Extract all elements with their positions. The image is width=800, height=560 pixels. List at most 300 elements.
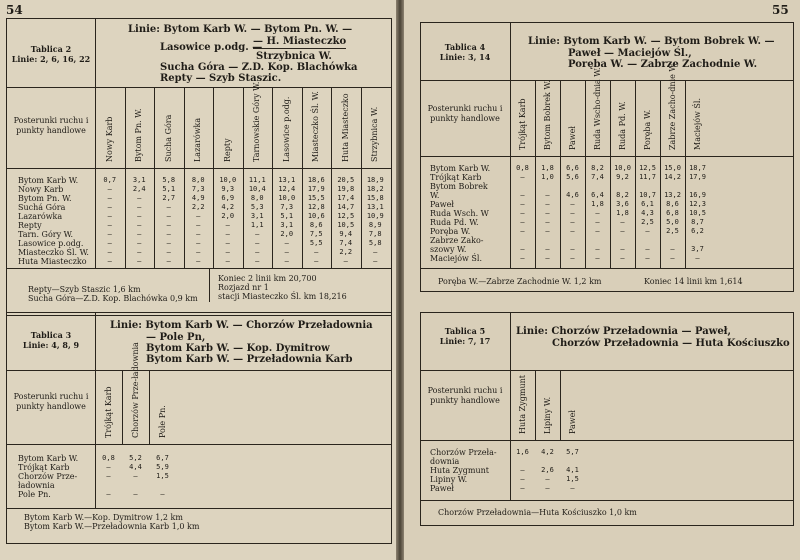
- t4-cell: 8,6: [666, 200, 679, 208]
- table-4-footer-right: Koniec 14 linii km 1,614: [644, 277, 743, 286]
- t4-row-label: Bytom Bobrek: [430, 182, 488, 191]
- t2-cell: —: [137, 248, 142, 256]
- t4-column-header: Bytom Bobrek W.: [542, 80, 552, 150]
- t3-row-label: Bytom Karb W.: [18, 454, 79, 463]
- divider: [95, 370, 96, 508]
- divider: [420, 268, 794, 269]
- t3-cell: 4,4: [129, 463, 142, 471]
- t2-cell: 17,4: [337, 194, 355, 202]
- t4-cell: —: [670, 245, 675, 253]
- column-divider: [610, 80, 611, 268]
- t4-cell: —: [545, 200, 550, 208]
- table-4-row-labels: [430, 164, 490, 263]
- t3-cell: —: [160, 490, 165, 498]
- t2-column-header: Bytom Pn. W.: [134, 108, 144, 162]
- t4-cell: —: [645, 245, 650, 253]
- t2-cell: 3,1: [250, 212, 264, 220]
- column-divider: [535, 370, 536, 440]
- t5-cell: —: [520, 466, 525, 474]
- t2-cell: —: [137, 239, 142, 247]
- t4-cell: 7,4: [591, 173, 604, 181]
- t2-cell: 7,3: [191, 185, 205, 193]
- table-5-title: Tablica 5: [444, 326, 486, 336]
- t2-row-label: Tarn. Góry W.: [18, 230, 74, 239]
- table-3-lines: Linie: 4, 8, 9: [22, 340, 80, 350]
- t4-cell: 0,8: [516, 164, 529, 172]
- t2-cell: —: [343, 257, 348, 265]
- t3-column-header: Chorzów Prze-ładownia: [130, 342, 140, 438]
- t2-cell: —: [107, 212, 112, 220]
- t4-column-header: Ruda Wscho-dnia W.: [592, 67, 602, 150]
- t4-cell: —: [620, 254, 625, 262]
- divider: [6, 444, 392, 445]
- t4-cell: 11,7: [639, 173, 656, 181]
- t4-cell: —: [620, 218, 625, 226]
- t2-cell: 5,1: [280, 212, 294, 220]
- table-3-footer-2: Bytom Karb W.—Przeładownia Karb 1,0 km: [24, 522, 200, 531]
- table-4-label: [422, 42, 508, 62]
- t2-row-label: Miasteczko Śl. W.: [18, 248, 89, 257]
- table-5-title-line-1: Linie: Chorzów Przeładownia — Paweł,: [516, 326, 732, 337]
- t2-column-header: Repty: [222, 138, 232, 162]
- t4-cell: —: [570, 218, 575, 226]
- t4-cell: 10,0: [614, 164, 631, 172]
- t2-cell: 8,0: [250, 194, 264, 202]
- t2-cell: 3,1: [132, 176, 146, 184]
- table-5-title-line-2: Chorzów Przeładownia — Huta Kościuszko: [552, 338, 790, 349]
- divider: [6, 168, 392, 169]
- t2-cell: —: [225, 230, 230, 238]
- t2-cell: 2,7: [162, 194, 176, 202]
- t2-row-label: Bytom Pn. W.: [18, 194, 72, 203]
- t2-cell: —: [107, 203, 112, 211]
- t2-cell: —: [107, 239, 112, 247]
- t2-cell: —: [196, 221, 201, 229]
- t4-cell: —: [545, 245, 550, 253]
- t4-row-label: Zabrze Zako-: [430, 236, 484, 245]
- t2-cell: 10,5: [337, 221, 355, 229]
- t4-cell: —: [570, 200, 575, 208]
- t5-row-label: Paweł: [430, 484, 454, 493]
- t2-cell: —: [166, 239, 171, 247]
- t2-cell: 20,5: [337, 176, 355, 184]
- t2-row-label: Lazarówka: [18, 212, 63, 221]
- t2-column-header: Miasteczko Śl. W.: [311, 91, 321, 162]
- t4-cell: —: [545, 191, 550, 199]
- table-2-title-line-2: — H. Miasteczko: [253, 36, 347, 47]
- t2-cell: —: [314, 248, 319, 256]
- t4-cell: —: [620, 227, 625, 235]
- t2-cell: 13,1: [278, 176, 296, 184]
- table-2-label: [8, 44, 94, 64]
- t2-row-label: Nowy Karb: [18, 185, 64, 194]
- table-5-row-labels: [430, 448, 497, 493]
- t2-cell: —: [166, 203, 171, 211]
- t2-cell: 17,9: [307, 185, 325, 193]
- t5-cell: —: [520, 484, 525, 492]
- t4-cell: 5,0: [666, 218, 679, 226]
- t3-row-label: Trójkąt Karb: [18, 463, 70, 472]
- t4-cell: —: [595, 254, 600, 262]
- t2-cell: —: [166, 230, 171, 238]
- t4-cell: —: [545, 227, 550, 235]
- t5-cell: 2,6: [541, 466, 554, 474]
- t2-cell: 7,8: [368, 230, 382, 238]
- t2-cell: —: [137, 203, 142, 211]
- t4-column-header: Maciejów Śl.: [692, 97, 702, 150]
- t2-cell: 7,5: [309, 230, 323, 238]
- t5-row-label: Huta Zygmunt: [430, 466, 489, 475]
- t4-cell: —: [520, 173, 525, 181]
- t4-cell: —: [520, 218, 525, 226]
- t2-cell: 9,4: [339, 230, 353, 238]
- t4-cell: —: [570, 227, 575, 235]
- divider: [420, 80, 794, 81]
- t2-column-header: Lazarówka: [193, 117, 203, 162]
- t2-cell: 14,7: [337, 203, 355, 211]
- t2-cell: 4,2: [221, 203, 235, 211]
- t3-cell: 5,9: [156, 463, 169, 471]
- table-2-posts-header: Posterunki ruchu i punkty handlowe: [13, 116, 89, 135]
- t2-cell: 2,2: [191, 203, 205, 211]
- t3-cell: 6,7: [156, 454, 169, 462]
- t2-cell: 2,0: [221, 212, 235, 220]
- t2-cell: 5,8: [368, 239, 382, 247]
- t2-cell: —: [196, 239, 201, 247]
- t5-row-label: downia: [430, 457, 460, 466]
- t2-cell: 4,9: [191, 194, 205, 202]
- t4-cell: 18,7: [689, 164, 706, 172]
- t4-cell: —: [570, 254, 575, 262]
- t2-cell: 18,9: [366, 176, 384, 184]
- t2-cell: —: [255, 257, 260, 265]
- table-3-title-line-3: Bytom Karb W. — Kop. Dymitrow: [146, 343, 330, 354]
- table-2-title-line-3: Lasowice p.odg. —: [160, 42, 263, 53]
- t4-cell: —: [545, 209, 550, 217]
- column-divider: [243, 87, 244, 268]
- t4-cell: —: [595, 209, 600, 217]
- t4-cell: 6,4: [591, 191, 604, 199]
- t2-row-label: Huta Miasteczko: [18, 257, 87, 266]
- t4-cell: 10,5: [689, 209, 706, 217]
- divider: [420, 156, 794, 157]
- t2-cell: —: [196, 248, 201, 256]
- t2-cell: 2,0: [280, 230, 294, 238]
- t4-cell: 4,6: [566, 191, 579, 199]
- column-divider: [302, 87, 303, 268]
- t2-cell: —: [107, 230, 112, 238]
- t2-cell: —: [196, 212, 201, 220]
- divider: [420, 370, 794, 371]
- t4-cell: 10,7: [639, 191, 656, 199]
- t2-cell: —: [255, 239, 260, 247]
- t4-cell: 5,6: [566, 173, 579, 181]
- t4-column-header: Zabrze Zacho-dnie W.: [667, 62, 677, 150]
- t3-cell: —: [106, 490, 111, 498]
- t4-column-header: Ruda Pd. W.: [617, 101, 627, 150]
- t4-cell: 8,2: [591, 164, 604, 172]
- table-2-footer-left-1: Repty—Szyb Staszic 1,6 km: [28, 285, 141, 294]
- column-divider: [213, 87, 214, 268]
- divider: [6, 508, 392, 509]
- t5-column-header: Huta Zygmunt: [517, 375, 527, 434]
- t3-column-header: Pole Pn.: [157, 405, 167, 438]
- t5-column-header: Lipiny W.: [542, 396, 552, 434]
- t3-cell: 5,2: [129, 454, 142, 462]
- t4-row-label: Paweł: [430, 200, 454, 209]
- t2-cell: 8,9: [368, 221, 382, 229]
- column-divider: [331, 87, 332, 268]
- t2-row-label: Repty: [18, 221, 42, 230]
- table-2-footer-right-3: stacji Miasteczko Śl. km 18,216: [218, 292, 347, 301]
- table-2-title-line-6: Repty — Szyb Staszic.: [160, 73, 282, 84]
- column-divider: [535, 80, 536, 268]
- t3-row-label: ładownia: [18, 481, 55, 490]
- t4-row-label: Poręba W.: [430, 227, 471, 236]
- t2-cell: —: [225, 221, 230, 229]
- t2-cell: 5,8: [162, 176, 176, 184]
- t2-column-header: Nowy Karb: [104, 116, 114, 162]
- t2-cell: 15,5: [307, 194, 325, 202]
- t2-row-label: Suchá Góra: [18, 203, 66, 212]
- t2-cell: 12,8: [307, 203, 325, 211]
- t2-cell: —: [107, 194, 112, 202]
- table-2-footer-right-2: Rozjazd nr 1: [218, 283, 269, 292]
- t4-cell: —: [595, 218, 600, 226]
- t2-cell: —: [225, 248, 230, 256]
- t2-cell: —: [284, 239, 289, 247]
- t5-cell: 4,1: [566, 466, 579, 474]
- t4-cell: 1,8: [591, 200, 604, 208]
- t3-cell: —: [106, 472, 111, 480]
- table-3-row-labels: [18, 454, 78, 499]
- t2-row-label: Bytom Karb W.: [18, 176, 79, 185]
- t5-row-label: Lipiny W.: [430, 475, 468, 484]
- table-3-title-line-2: — Pole Pn,: [146, 332, 206, 343]
- table-3-title-line-4: Bytom Karb W. — Przeładownia Karb: [146, 354, 353, 365]
- t2-cell: —: [107, 257, 112, 265]
- t2-cell: —: [137, 212, 142, 220]
- column-divider: [361, 87, 362, 268]
- t4-cell: —: [520, 191, 525, 199]
- table-4-title: Tablica 4: [444, 42, 486, 52]
- t2-cell: —: [284, 257, 289, 265]
- t4-row-label: Trójkąt Karb: [430, 173, 482, 182]
- t2-cell: —: [137, 221, 142, 229]
- t3-cell: —: [106, 463, 111, 471]
- t2-cell: —: [373, 257, 378, 265]
- t4-column-header: Paweł: [567, 126, 577, 150]
- t2-cell: 2,4: [132, 185, 146, 193]
- t4-cell: 9,2: [616, 173, 629, 181]
- table-5-footer: Chorzów Przeładownia—Huta Kościuszko 1,0 km: [438, 508, 637, 517]
- t4-row-label: szowy W.: [430, 245, 467, 254]
- t2-cell: —: [166, 257, 171, 265]
- t3-cell: 0,8: [102, 454, 115, 462]
- t2-cell: 8,6: [309, 221, 323, 229]
- t4-cell: 13,2: [664, 191, 681, 199]
- t5-column-header: Paweł: [567, 410, 577, 434]
- t2-cell: 5,3: [250, 203, 264, 211]
- book-gutter: [396, 0, 404, 560]
- page-number-right: 55: [772, 3, 789, 17]
- t2-cell: —: [373, 248, 378, 256]
- table-4-lines: Linie: 3, 14: [439, 52, 491, 62]
- divider: [510, 312, 511, 370]
- t2-cell: 13,1: [366, 203, 384, 211]
- t2-cell: 15,8: [366, 194, 384, 202]
- t2-cell: 18,2: [366, 185, 384, 193]
- t4-column-header: Poręba W.: [642, 109, 652, 150]
- t2-cell: —: [107, 248, 112, 256]
- column-divider: [685, 80, 686, 268]
- table-3-posts-header: Posterunki ruchu i punkty handlowe: [13, 392, 89, 411]
- t4-cell: —: [545, 254, 550, 262]
- t4-cell: —: [570, 209, 575, 217]
- t4-cell: 1,0: [541, 173, 554, 181]
- t3-cell: 1,5: [156, 472, 169, 480]
- t4-cell: —: [670, 254, 675, 262]
- table-2-row-labels: [18, 176, 89, 266]
- t2-column-header: Strzybnica W.: [370, 106, 380, 162]
- table-2-title-line-5: Sucha Góra — Z.D. Kop. Blachówka: [160, 62, 358, 73]
- t2-cell: —: [137, 230, 142, 238]
- t2-cell: 10,0: [278, 194, 296, 202]
- t4-cell: —: [520, 227, 525, 235]
- t2-cell: 12,4: [278, 185, 296, 193]
- table-4-title-line-2: Paweł — Maciejów Śl.,: [568, 48, 692, 59]
- t4-cell: —: [695, 254, 700, 262]
- t4-cell: 6,2: [691, 227, 704, 235]
- left-page: [0, 0, 396, 560]
- t2-cell: 12,5: [337, 212, 355, 220]
- t4-cell: 1,8: [541, 164, 554, 172]
- t4-cell: —: [570, 245, 575, 253]
- column-divider: [585, 80, 586, 268]
- t5-cell: 5,7: [566, 448, 579, 456]
- table-2-title-line-1: Linie: Bytom Karb W. — Bytom Pn. W. —: [128, 24, 353, 35]
- t5-cell: 1,5: [566, 475, 579, 483]
- t4-cell: 16,9: [689, 191, 706, 199]
- t4-cell: 8,2: [616, 191, 629, 199]
- t5-cell: 1,6: [516, 448, 529, 456]
- table-4-posts-header: Posterunki ruchu i punkty handlowe: [427, 104, 503, 123]
- t2-column-header: Sucha Góra: [163, 114, 173, 162]
- t2-cell: —: [255, 230, 260, 238]
- t4-cell: 12,5: [639, 164, 656, 172]
- t2-cell: 6,9: [221, 194, 235, 202]
- t4-cell: 17,9: [689, 173, 706, 181]
- divider: [6, 268, 392, 269]
- t2-cell: 7,4: [339, 239, 353, 247]
- t4-cell: —: [595, 245, 600, 253]
- divider: [510, 22, 511, 80]
- t2-row-label: Lasowice p.odg.: [18, 239, 84, 248]
- t2-cell: 8,0: [191, 176, 205, 184]
- divider: [209, 268, 210, 302]
- table-5-posts-header: Posterunki ruchu i punkty handlowe: [427, 386, 503, 405]
- column-divider: [154, 87, 155, 268]
- t4-cell: 6,6: [566, 164, 579, 172]
- t2-cell: —: [225, 239, 230, 247]
- divider: [6, 370, 392, 371]
- t2-cell: —: [166, 248, 171, 256]
- t4-cell: —: [520, 200, 525, 208]
- t4-cell: —: [595, 227, 600, 235]
- t4-cell: 15,0: [664, 164, 681, 172]
- t2-cell: 10,0: [219, 176, 237, 184]
- t4-cell: 12,3: [689, 200, 706, 208]
- column-divider: [149, 370, 150, 444]
- t3-row-label: Chorzów Prze-: [18, 472, 78, 481]
- t2-cell: 11,1: [248, 176, 266, 184]
- divider: [420, 440, 794, 441]
- t2-cell: 2,2: [339, 248, 353, 256]
- table-2-title: Tablica 2: [30, 44, 72, 54]
- t2-cell: 9,3: [221, 185, 235, 193]
- table-3-label: [8, 330, 94, 350]
- table-4-footer-left: Poręba W.—Zabrze Zachodnie W. 1,2 km: [438, 277, 602, 286]
- t2-cell: —: [314, 257, 319, 265]
- t4-cell: 4,3: [641, 209, 654, 217]
- t4-row-label: Ruda Wsch. W: [430, 209, 489, 218]
- t4-cell: —: [520, 254, 525, 262]
- t2-cell: 19,8: [337, 185, 355, 193]
- t2-cell: 0,7: [103, 176, 117, 184]
- column-divider: [660, 80, 661, 268]
- column-divider: [122, 370, 123, 444]
- t2-cell: —: [255, 248, 260, 256]
- t4-cell: —: [520, 245, 525, 253]
- t2-cell: 5,5: [309, 239, 323, 247]
- t2-cell: —: [137, 257, 142, 265]
- column-divider: [184, 87, 185, 268]
- page-number-left: 54: [6, 3, 23, 17]
- column-divider: [125, 87, 126, 268]
- t5-cell: 4,2: [541, 448, 554, 456]
- t3-cell: —: [133, 490, 138, 498]
- table-4-title-line-3: Poręba W. — Zabrze Zachodnie W.: [568, 59, 758, 70]
- table-4-title-line-1: Linie: Bytom Karb W. — Bytom Bobrek W. —: [528, 36, 775, 47]
- t2-cell: —: [196, 230, 201, 238]
- t4-cell: 6,1: [641, 200, 654, 208]
- t4-cell: 14,2: [664, 173, 681, 181]
- table-5-lines: Linie: 7, 17: [439, 336, 491, 346]
- table-5-label: [422, 326, 508, 346]
- t2-cell: —: [137, 194, 142, 202]
- t3-column-header: Trójkąt Karb: [103, 386, 113, 438]
- t4-cell: —: [645, 254, 650, 262]
- table-3-footer-1: Bytom Karb W.—Kop. Dymitrow 1,2 km: [24, 513, 183, 522]
- t2-cell: 10,4: [248, 185, 266, 193]
- t4-cell: 1,8: [616, 209, 629, 217]
- t4-cell: 8,7: [691, 218, 704, 226]
- t4-column-header: Trójkąt Karb: [517, 98, 527, 150]
- divider: [420, 500, 794, 501]
- t4-cell: —: [545, 218, 550, 226]
- column-divider: [560, 80, 561, 268]
- t2-column-header: Huta Miasteczko: [340, 93, 350, 162]
- t4-cell: 2,5: [641, 218, 654, 226]
- t2-cell: —: [225, 257, 230, 265]
- t2-cell: —: [166, 221, 171, 229]
- t2-cell: —: [166, 212, 171, 220]
- t5-cell: —: [570, 484, 575, 492]
- t4-row-label: Bytom Karb W.: [430, 164, 491, 173]
- t4-row-label: Maciejów Śl.: [430, 254, 483, 263]
- t2-cell: —: [107, 221, 112, 229]
- table-3-title: Tablica 3: [30, 330, 72, 340]
